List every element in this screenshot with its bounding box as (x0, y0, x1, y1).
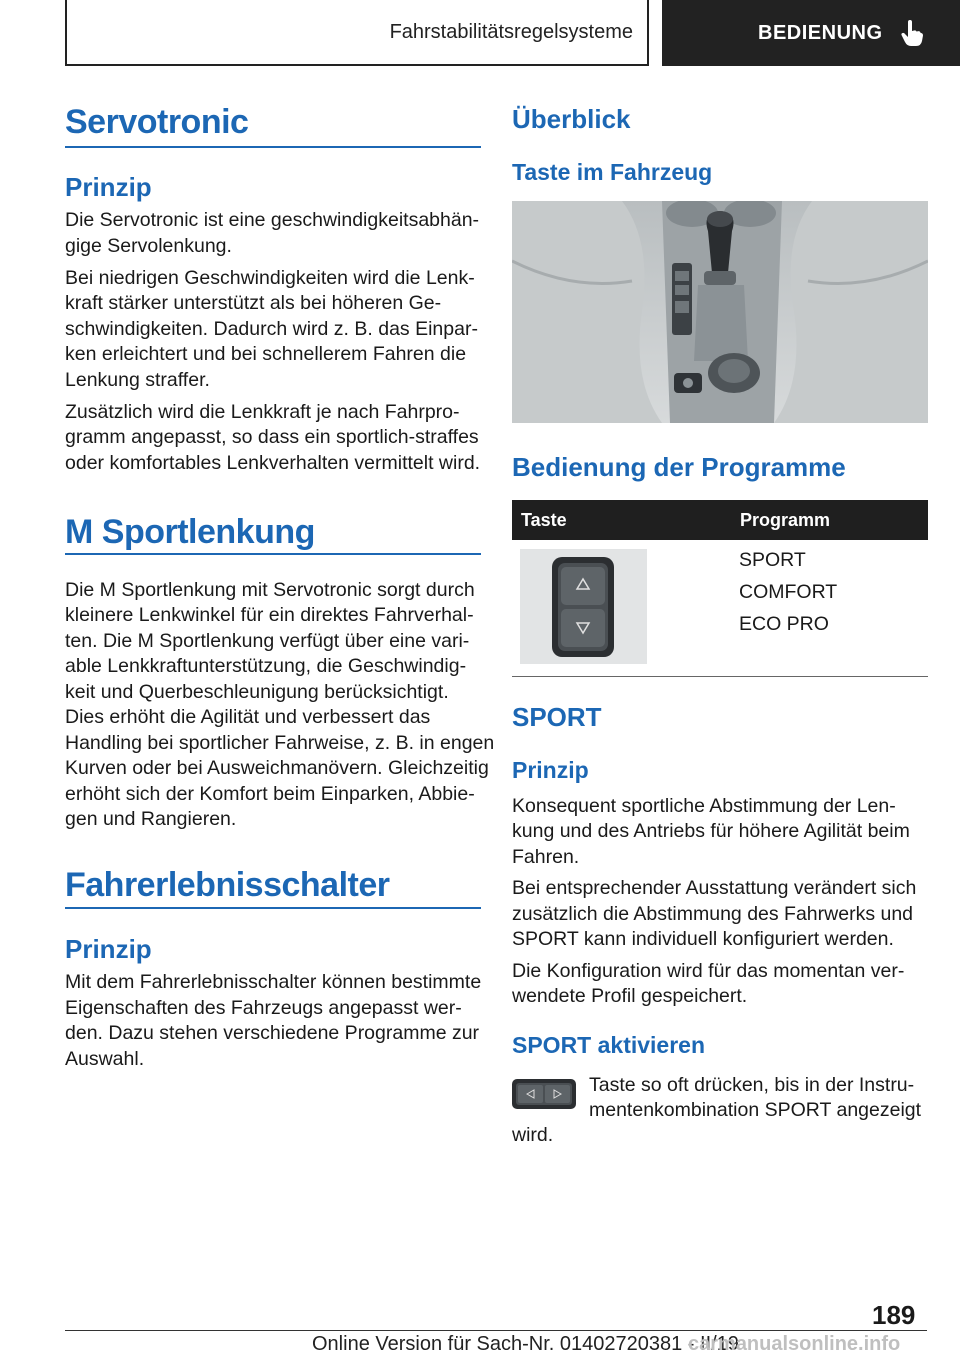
ueberblick-title: Überblick (512, 104, 631, 134)
watermark: carmanualsonline.info (688, 1333, 901, 1355)
hand-pointer-icon (901, 20, 923, 46)
fahrerlebnis-rule (65, 907, 481, 909)
fahrerlebnis-line-2: Eigenschaften des Fahrzeugs angepasst wer- (65, 997, 462, 1019)
footer-rule (65, 1330, 927, 1331)
sportlenkung-line-4: able Lenkkraftunterstützung, die Geschwindig- (65, 655, 467, 677)
servotronic-line-1: Die Servotronic ist eine geschwindigkeitsabhän- (65, 209, 480, 231)
rocker-switch-image (520, 549, 647, 664)
servotronic-line-2: gige Servolenkung. (65, 235, 232, 257)
aktivieren-line-2: mentenkombination SPORT angezeigt (589, 1099, 922, 1121)
sportlenkung-line-5: keit und Querbeschleunigung berücksichtigt. (65, 681, 449, 703)
sport-prinzip-heading: Prinzip (512, 757, 589, 783)
servotronic-line-6: ken erleichtert und bei schnellerem Fahren die (65, 343, 467, 365)
sport-line-6: SPORT kann individuell konfiguriert werden. (512, 928, 894, 950)
sportlenkung-line-2: kleinere Lenkwinkel für ein direktes Fahrverhal- (65, 604, 474, 626)
sportlenkung-title: M Sportlenkung (65, 513, 315, 551)
sport-title: SPORT (512, 702, 602, 732)
servotronic-line-3: Bei niedrigen Geschwindigkeiten wird die Lenk- (65, 267, 475, 289)
table-col-programm: Programm (740, 510, 831, 530)
sport-line-3: Fahren. (512, 846, 580, 868)
servotronic-line-8: Zusätzlich wird die Lenkkraft je nach Fahrpro- (65, 401, 460, 423)
fahrerlebnis-line-1: Mit dem Fahrerlebnisschalter können bestimmte (65, 971, 482, 993)
header-section-title: Fahrstabilitätsregelsysteme (389, 20, 633, 43)
sportlenkung-line-9: erhöht sich der Komfort beim Einparken, Abbie- (65, 783, 475, 805)
servotronic-line-9: gramm angepasst, so dass ein sportlich-straffes (65, 426, 479, 448)
aktivieren-line-3: wird. (512, 1124, 554, 1146)
servotronic-title: Servotronic (65, 103, 249, 141)
bedienung-heading: Bedienung der Programme (512, 452, 846, 482)
center-console-photo (512, 201, 928, 423)
sportlenkung-line-1: Die M Sportlenkung mit Servotronic sorgt durch (65, 579, 475, 601)
sportlenkung-line-3: ten. Die M Sportlenkung verfügt über eine vari- (65, 630, 470, 652)
fahrerlebnis-line-3: den. Dazu stehen verschiedene Programme zur (65, 1022, 480, 1044)
sport-line-4: Bei entsprechender Ausstattung verändert sich (512, 877, 917, 899)
table-bottom-rule (512, 676, 928, 677)
sport-line-8: wendete Profil gespeichert. (512, 985, 748, 1007)
servotronic-rule (65, 146, 481, 148)
fahrerlebnis-line-4: Auswahl. (65, 1048, 145, 1070)
program-sport: SPORT (739, 549, 806, 571)
program-comfort: COMFORT (739, 581, 838, 603)
sport-line-2: kung und des Antriebs für höhere Agilität beim (512, 820, 910, 842)
sport-line-1: Konsequent sportliche Abstimmung der Len- (512, 795, 896, 817)
sportlenkung-rule (65, 553, 481, 555)
table-col-taste: Taste (521, 510, 567, 530)
header-chapter-label: BEDIENUNG (758, 21, 883, 44)
servotronic-line-4: kraft stärker unterstützt als bei höheren Ge- (65, 292, 442, 314)
sport-aktivieren-heading: SPORT aktivieren (512, 1032, 706, 1058)
fahrerlebnis-prinzip-heading: Prinzip (65, 934, 152, 964)
servotronic-line-5: schwindigkeiten. Dadurch wird z. B. das Einpar- (65, 318, 478, 340)
sport-line-7: Die Konfiguration wird für das momentan ver- (512, 960, 905, 982)
sportlenkung-line-8: Kurven oder bei Ausweichmanövern. Gleichzeitig (65, 757, 489, 779)
switch-icon (512, 1077, 576, 1111)
servotronic-prinzip-heading: Prinzip (65, 172, 152, 202)
taste-im-fahrzeug-heading: Taste im Fahrzeug (512, 159, 713, 185)
program-eco-pro: ECO PRO (739, 613, 829, 635)
header-section-box (65, 0, 649, 66)
servotronic-line-10: oder komfortables Lenkverhalten vermittelt wird. (65, 452, 481, 474)
sportlenkung-line-6: Dies erhöht die Agilität und verbessert das (65, 706, 431, 728)
sportlenkung-line-7: Handling bei sportlicher Fahrweise, z. B. in engen (65, 732, 495, 754)
footer-text: Online Version für Sach-Nr. 01402720381 - II/19 (312, 1333, 739, 1355)
page-number: 189 (872, 1300, 916, 1330)
aktivieren-line-1: Taste so oft drücken, bis in der Instru- (589, 1074, 915, 1096)
header-chapter-tab[interactable] (662, 0, 960, 66)
sportlenkung-line-10: gen und Rangieren. (65, 808, 237, 830)
sport-line-5: zusätzlich die Abstimmung des Fahrwerks und (512, 903, 914, 925)
programs-table-header (512, 500, 928, 540)
servotronic-line-7: Lenkung straffer. (65, 369, 210, 391)
fahrerlebnis-title: Fahrerlebnisschalter (65, 866, 390, 904)
